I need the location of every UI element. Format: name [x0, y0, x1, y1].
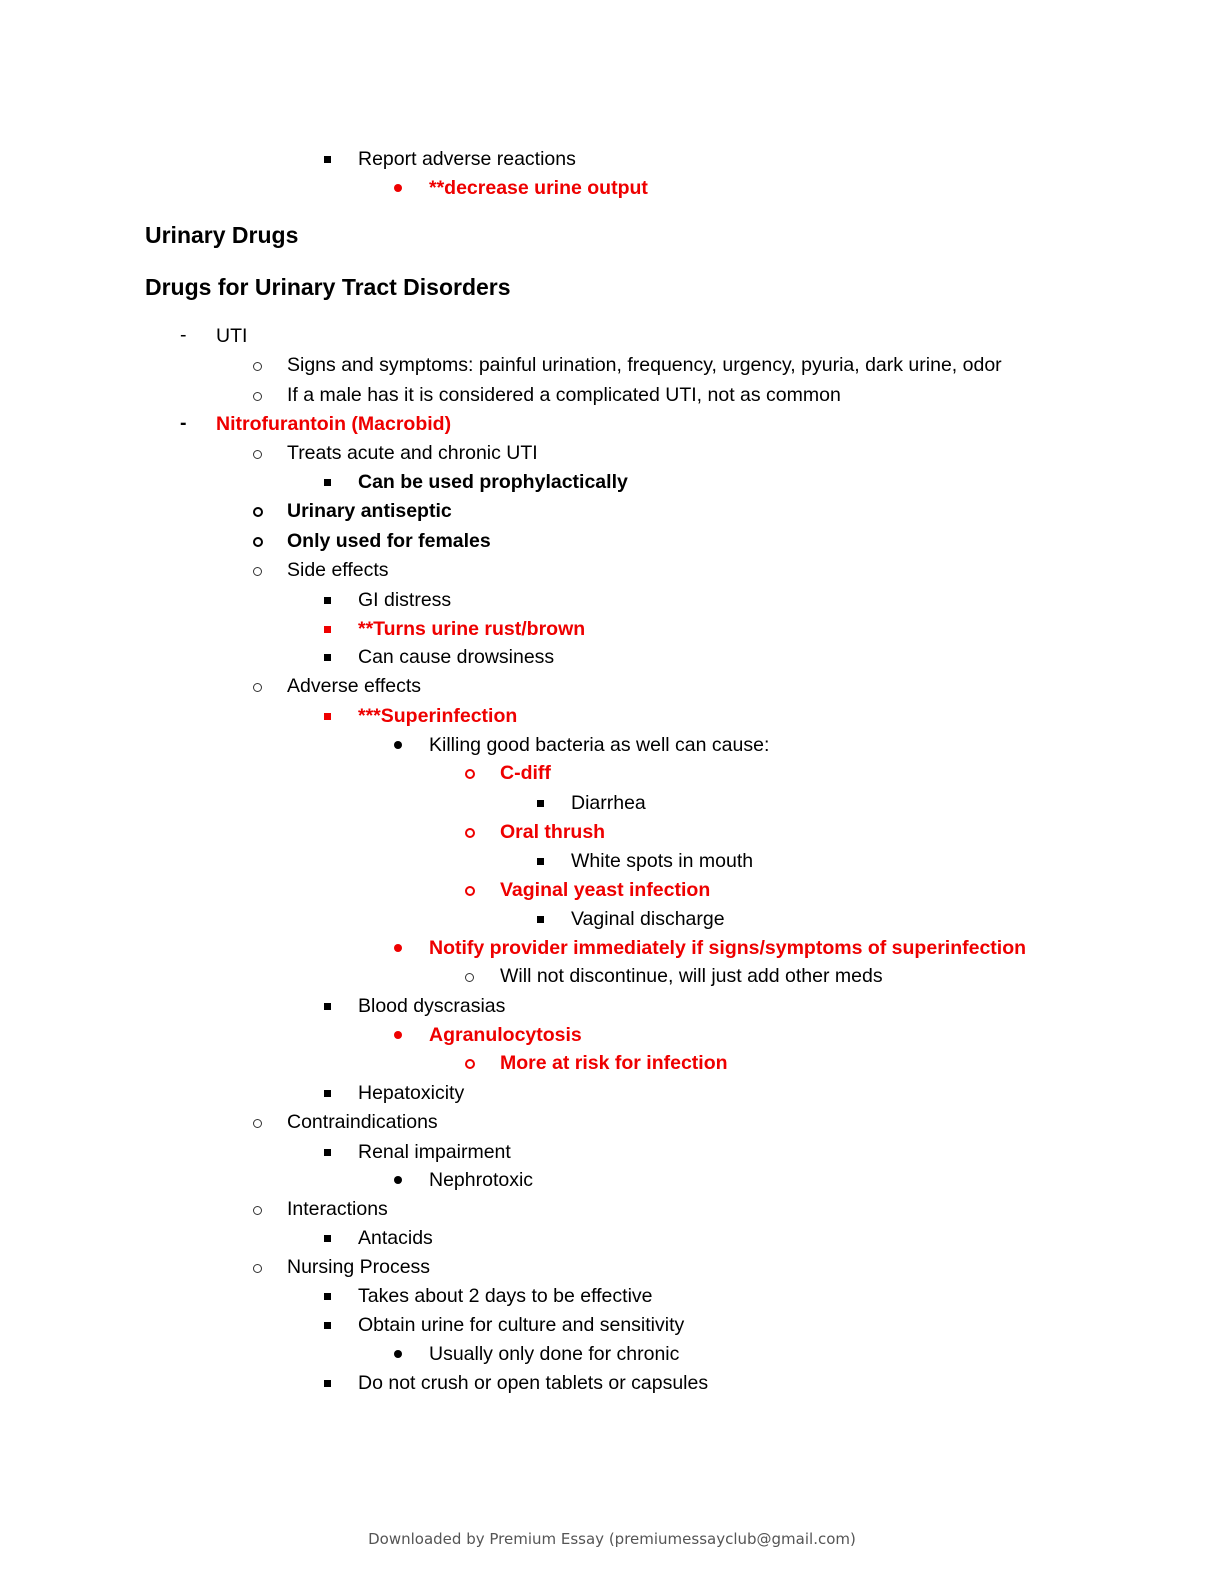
list-item-text: More at risk for infection: [500, 1052, 728, 1074]
list-item-text: Takes about 2 days to be effective: [358, 1285, 653, 1307]
list-item-text: Killing good bacteria as well can cause:: [429, 734, 770, 756]
dot-bullet-icon: [394, 1176, 402, 1184]
square-bullet-icon: [324, 1293, 331, 1300]
square-bullet-icon: [324, 1090, 331, 1097]
list-item-text: Obtain urine for culture and sensitivity: [358, 1314, 685, 1336]
square-bullet-icon: [537, 916, 544, 923]
heading-drugs-urinary-tract: Drugs for Urinary Tract Disorders: [145, 274, 511, 300]
square-bullet-icon: [324, 156, 331, 163]
circle-bullet-icon: [465, 973, 474, 982]
circle-bullet-icon: [253, 683, 262, 692]
list-item-text: Report adverse reactions: [358, 148, 576, 170]
dot-bullet-icon: [394, 184, 402, 192]
list-item-text: Interactions: [287, 1198, 388, 1220]
list-item-text: Signs and symptoms: painful urination, frequency, urgency, pyuria, dark urine, odor: [287, 354, 1002, 376]
circle-bullet-icon: [253, 537, 263, 547]
list-item-text: Agranulocytosis: [429, 1024, 582, 1046]
list-item-text: **decrease urine output: [429, 177, 648, 199]
circle-bullet-icon: [465, 1059, 475, 1069]
list-item-text: Diarrhea: [571, 792, 646, 814]
circle-bullet-icon: [253, 450, 262, 459]
list-item-text: Contraindications: [287, 1111, 438, 1133]
list-item-text: Vaginal yeast infection: [500, 879, 711, 901]
list-item-text: Usually only done for chronic: [429, 1343, 680, 1365]
list-item-text: Only used for females: [287, 530, 491, 552]
list-item-text: Nephrotoxic: [429, 1169, 534, 1191]
list-item-text: Treats acute and chronic UTI: [287, 442, 538, 464]
square-bullet-icon: [324, 1235, 331, 1242]
list-item-text: Can cause drowsiness: [358, 646, 555, 668]
list-item-text: Oral thrush: [500, 821, 606, 843]
dot-bullet-icon: [394, 1031, 402, 1039]
circle-bullet-icon: [465, 886, 475, 896]
list-item-text: Side effects: [287, 559, 389, 581]
list-item-text: Renal impairment: [358, 1141, 511, 1163]
list-item-text: Urinary antiseptic: [287, 500, 452, 522]
dash-bullet-icon: [180, 324, 187, 347]
circle-bullet-icon: [253, 1206, 262, 1215]
square-bullet-icon: [324, 1003, 331, 1010]
circle-bullet-icon: [465, 828, 475, 838]
list-item-text: C-diff: [500, 762, 551, 784]
square-bullet-icon: [324, 1380, 331, 1387]
list-item-text: Notify provider immediately if signs/symptoms of superinfection: [429, 937, 1027, 959]
list-item-text: GI distress: [358, 589, 452, 611]
square-bullet-icon: [537, 858, 544, 865]
list-item-text: Nitrofurantoin (Macrobid): [216, 413, 452, 435]
dot-bullet-icon: [394, 1350, 402, 1358]
heading-urinary-drugs: Urinary Drugs: [145, 222, 299, 248]
list-item-text: Do not crush or open tablets or capsules: [358, 1372, 709, 1394]
list-item-text: Will not discontinue, will just add other meds: [500, 965, 883, 987]
circle-bullet-icon: [465, 769, 475, 779]
square-bullet-icon: [324, 713, 331, 720]
list-item-text: Antacids: [358, 1227, 433, 1249]
list-item-text: UTI: [216, 325, 248, 347]
square-bullet-icon: [324, 479, 331, 486]
list-item-text: If a male has it is considered a complicated UTI, not as common: [287, 384, 841, 406]
square-bullet-icon: [324, 597, 331, 604]
square-bullet-icon: [324, 1149, 331, 1156]
circle-bullet-icon: [253, 507, 263, 517]
list-item-text: Blood dyscrasias: [358, 995, 506, 1017]
list-item-text: ***Superinfection: [358, 705, 518, 727]
list-item-text: Nursing Process: [287, 1256, 431, 1278]
dash-bullet-icon: [180, 412, 187, 435]
square-bullet-icon: [324, 1322, 331, 1329]
circle-bullet-icon: [253, 1264, 262, 1273]
circle-bullet-icon: [253, 1119, 262, 1128]
dot-bullet-icon: [394, 741, 402, 749]
dot-bullet-icon: [394, 944, 402, 952]
list-item-text: Can be used prophylactically: [358, 471, 628, 493]
square-bullet-icon: [324, 626, 331, 633]
list-item-text: White spots in mouth: [571, 850, 754, 872]
list-item-text: Hepatoxicity: [358, 1082, 465, 1104]
square-bullet-icon: [324, 654, 331, 661]
list-item-text: **Turns urine rust/brown: [358, 618, 586, 640]
circle-bullet-icon: [253, 392, 262, 401]
list-item-text: Vaginal discharge: [571, 908, 725, 930]
circle-bullet-icon: [253, 362, 262, 371]
square-bullet-icon: [537, 800, 544, 807]
list-item-text: Adverse effects: [287, 675, 422, 697]
download-footer: Downloaded by Premium Essay (premiumessayclub@gmail.com): [368, 1530, 856, 1548]
circle-bullet-icon: [253, 567, 262, 576]
